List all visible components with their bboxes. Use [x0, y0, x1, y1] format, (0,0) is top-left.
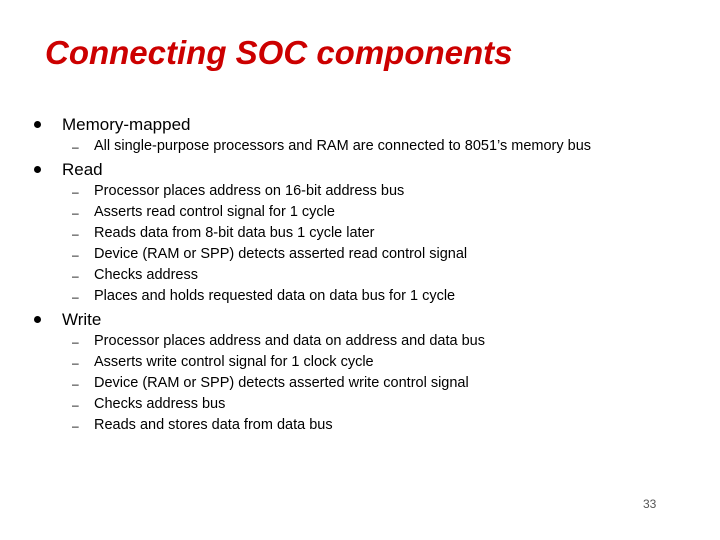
list-item: Checks address bus	[94, 396, 226, 412]
dash-icon: –	[72, 227, 79, 241]
dash-icon: –	[72, 185, 79, 199]
list-item: Device (RAM or SPP) detects asserted write control signal	[94, 375, 469, 391]
list-item: All single-purpose processors and RAM are connected to 8051’s memory bus	[94, 138, 592, 154]
dash-icon: –	[72, 248, 79, 262]
list-item: Device (RAM or SPP) detects asserted read control signal	[94, 246, 468, 262]
list-item: Checks address	[94, 267, 198, 283]
bullet-icon	[34, 121, 41, 128]
list-item: Processor places address and data on address and data bus	[94, 333, 485, 349]
dash-icon: –	[72, 377, 79, 391]
bullet-icon	[34, 166, 41, 173]
list-item: Asserts read control signal for 1 cycle	[94, 204, 335, 220]
dash-icon: –	[72, 290, 79, 304]
dash-icon: –	[72, 269, 79, 283]
dash-icon: –	[72, 206, 79, 220]
section-heading-read: Read	[62, 160, 103, 179]
section-heading-write: Write	[62, 310, 102, 329]
dash-icon: –	[72, 398, 79, 412]
list-item: Places and holds requested data on data bus for 1 cycle	[94, 288, 456, 304]
dash-icon: –	[72, 356, 79, 370]
list-item: Reads and stores data from data bus	[94, 417, 333, 433]
dash-icon: –	[72, 140, 79, 154]
section-heading-memory-mapped: Memory-mapped	[62, 115, 191, 134]
page-number: 33	[643, 497, 657, 511]
dash-icon: –	[72, 335, 79, 349]
dash-icon: –	[72, 419, 79, 433]
list-item: Processor places address on 16-bit address bus	[94, 183, 405, 199]
bullet-icon	[34, 316, 41, 323]
slide-title: Connecting SOC components	[45, 34, 513, 71]
list-item: Asserts write control signal for 1 clock cycle	[94, 354, 374, 370]
list-item: Reads data from 8-bit data bus 1 cycle later	[94, 225, 375, 241]
